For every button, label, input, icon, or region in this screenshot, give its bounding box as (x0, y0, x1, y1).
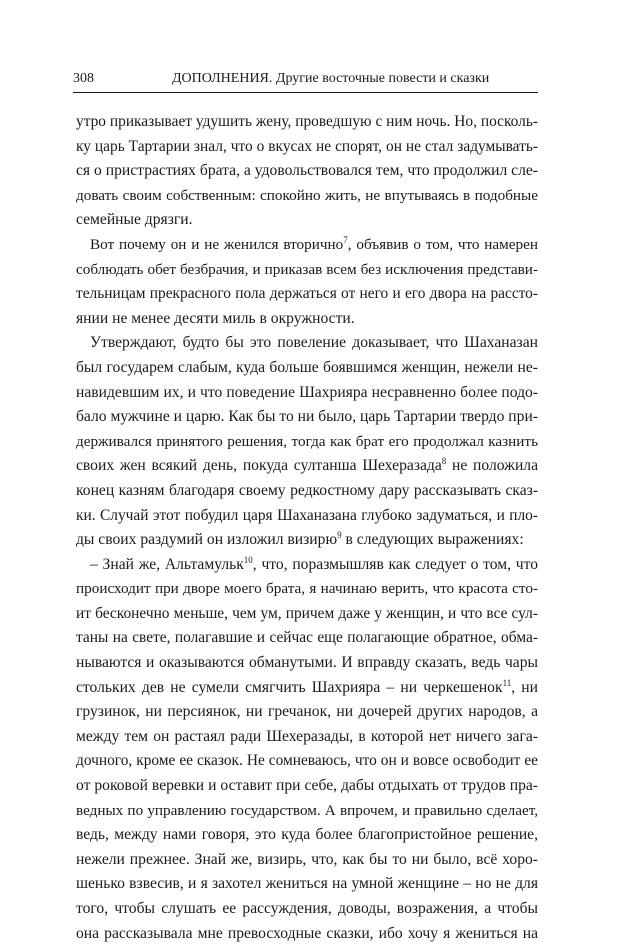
text-line (76, 454, 538, 479)
line-text: ведь, между нами говоря, это куда более благопристойное решение, (76, 826, 538, 844)
line-text: утро приказывает удушить жену, проведшую с ним ночь. Но, посколь- (76, 113, 538, 130)
line-text: шенько взвесив, и я захотел жениться на умной женщине – но не для (76, 875, 538, 893)
page-header (73, 68, 538, 90)
text-line (76, 651, 538, 676)
line-text: своих жен всякий день, покуда султанша Шехеразада (76, 457, 442, 475)
text-line (76, 823, 538, 848)
line-text: нываются и оказываются обманутыми. И вправду сказать, ведь чары (76, 654, 538, 672)
line-text: она рассказывала мне превосходные сказки, ибо хочу я жениться на (76, 924, 538, 942)
line-text-continued: , что, поразмышляв как следует о том, что (252, 555, 538, 573)
line-text: между тем он растаял ради Шехеразады, в которой нет ничего зага- (76, 727, 538, 745)
text-line (76, 700, 538, 725)
line-text: стольких дев не сумели смягчить Шахрияра – ни черкешенок (76, 678, 503, 696)
text-line (76, 922, 538, 946)
line-text: Вот почему он и не женился вторично (90, 235, 344, 253)
line-text-continued: в следующих выражениях: (341, 531, 524, 549)
text-line (76, 159, 538, 184)
text-line (76, 135, 538, 160)
text-body (76, 110, 538, 946)
line-text: соблюдать обет безбрачия, и приказав всем без исключения представи- (76, 260, 538, 278)
footnote-marker: 11 (502, 677, 512, 688)
line-text: бало мужчине и царю. Как бы то ни было, царь Тартарии твердо при- (76, 408, 538, 426)
line-text: ся о пристрастиях брата, а удовольствовался тем, что продолжил сле- (76, 162, 538, 180)
text-line (76, 626, 538, 651)
line-text: Утверждают, будто бы это повеление доказывает, что Шаханазан (90, 334, 538, 352)
line-text: грузинок, ни персиянок, ни гречанок, ни дочерей других народов, а (76, 703, 538, 721)
line-text: от роковой веревки и оставит при себе, дабы отдыхать от трудов пра- (76, 777, 538, 795)
text-line (76, 528, 538, 553)
line-text: семейные дрязги. (76, 211, 193, 229)
text-line (76, 208, 538, 233)
text-line (76, 258, 538, 283)
line-text: держивался принятого решения, тогда как брат его продолжал казнить (76, 432, 538, 450)
footnote-marker: 9 (337, 529, 342, 540)
text-line (76, 872, 538, 897)
text-line (76, 749, 538, 774)
line-text: нежели прежнее. Знай же, визирь, что, как бы то ни было, всё хоро- (76, 850, 538, 868)
text-line (76, 110, 538, 135)
text-line (76, 577, 538, 602)
line-text-continued: , ни (511, 678, 538, 696)
line-text: ки. Случай этот побудил царя Шаханазана глубоко задуматься, и пло- (76, 506, 538, 524)
line-text: конец казням благодаря своему редкостному дару рассказывать сказ- (76, 481, 538, 499)
text-line (76, 430, 538, 455)
line-text: таны на свете, полагавшие и сейчас еще полагающие обратное, обма- (76, 629, 538, 647)
text-line (76, 233, 538, 258)
text-line (76, 331, 538, 356)
line-text: ит бесконечно меньше, чем ум, причем даже у женщин, и что все сул- (76, 604, 538, 622)
text-line (76, 307, 538, 332)
page-number: 308 (73, 71, 94, 86)
text-line (76, 356, 538, 381)
line-text-continued: не положила (446, 457, 538, 475)
running-head: ДОПОЛНЕНИЯ. Другие восточные повести и сказки (172, 71, 490, 86)
text-line (76, 184, 538, 209)
line-text: происходит при дворе моего брата, я начинаю верить, что красота сто- (76, 580, 538, 598)
line-text: навидевшим их, и что поведение Шахрияра несравненно более подо- (76, 383, 538, 401)
text-line (76, 282, 538, 307)
header-rule (73, 92, 538, 93)
text-line (76, 848, 538, 873)
text-line (76, 897, 538, 922)
text-line (76, 602, 538, 627)
line-text-continued: , объявив о том, что намерен (347, 235, 538, 253)
line-text: ку царь Тартарии знал, что о вкусах не спорят, он не стал задумывать- (76, 137, 538, 155)
text-line (76, 381, 538, 406)
footnote-marker: 8 (441, 456, 447, 467)
footnote-marker: 10 (243, 554, 253, 565)
line-text: тельницам прекрасного пола держаться от него и его двора на рассто- (76, 285, 538, 303)
footnote-marker: 7 (343, 234, 348, 245)
line-text: дочного, кроме ее сказок. Не сомневаюсь, что он и вовсе освободит ее (76, 752, 538, 770)
text-line (76, 504, 538, 529)
text-line (76, 676, 538, 701)
line-text: того, чтобы слушать ее рассуждения, доводы, возражения, а чтобы (76, 900, 538, 917)
line-text: был государем слабым, куда больше боявшимся женщин, нежели не- (76, 358, 538, 376)
line-text: довать своим собственным: спокойно жить, не впутываясь в подобные (76, 186, 538, 204)
text-line (76, 553, 538, 578)
text-line (76, 405, 538, 430)
line-text: янии не менее десяти миль в окружности. (76, 309, 355, 327)
line-text: – Знай же, Альтамульк (90, 555, 244, 573)
line-text: ведных по управлению государством. А впрочем, и правильно сделает, (76, 801, 538, 819)
text-line (76, 774, 538, 799)
text-line (76, 479, 538, 504)
text-line (76, 725, 538, 750)
text-line (76, 799, 538, 824)
line-text: ды своих раздумий он изложил визирю (76, 531, 338, 549)
